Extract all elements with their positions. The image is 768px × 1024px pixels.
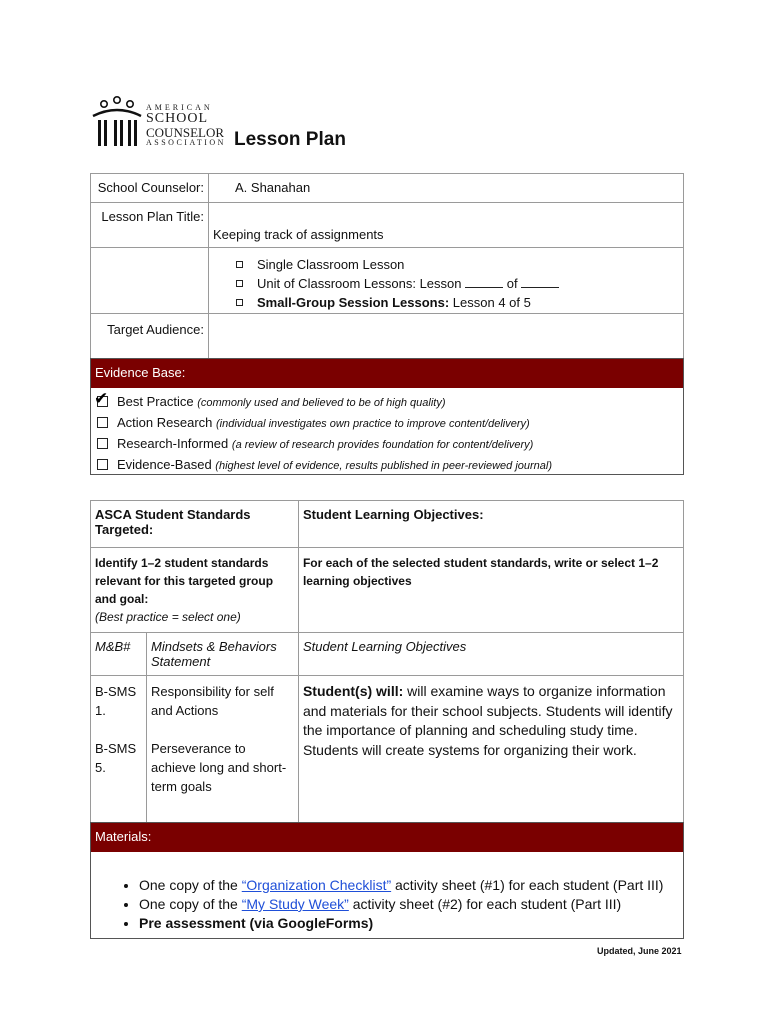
evidence-base-header: Evidence Base:	[91, 359, 683, 388]
evidence-note: (individual investigates own practice to improve content/delivery)	[216, 418, 530, 430]
blank-line	[465, 277, 503, 288]
evidence-note: (highest level of evidence, results published in peer-reviewed journal)	[215, 460, 553, 472]
objectives-instructions: For each of the selected student standards, write or select 1–2 learning objectives	[298, 548, 683, 633]
materials-text: One copy of the	[139, 896, 242, 912]
lesson-info-table	[90, 173, 684, 359]
checkbox-icon	[97, 438, 108, 449]
asca-logo	[90, 96, 230, 152]
checkbox-icon	[236, 299, 243, 306]
evidence-option[interactable]	[94, 389, 683, 413]
target-audience-value	[209, 314, 684, 359]
page-title: Lesson Plan	[234, 129, 346, 150]
materials-item	[139, 876, 683, 895]
logo-wordmark	[146, 104, 226, 147]
standards-table	[90, 500, 684, 838]
materials-header: Materials:	[91, 823, 683, 852]
logo-line: ASSOCIATION	[146, 138, 226, 147]
objective-text: will examine ways to organize information and materials for their school subjects. Students will identify the importance of planning and scheduling study time. Students will create systems for organizing their work.	[302, 683, 673, 758]
of-label: of	[506, 276, 518, 291]
counselor-label: School Counselor:	[91, 174, 209, 203]
blank-line	[521, 277, 559, 288]
standard-statements-cell	[147, 676, 299, 838]
checkbox-icon	[97, 417, 108, 428]
materials-section	[90, 822, 684, 939]
checkbox-icon	[97, 459, 108, 470]
counselor-value: A. Shanahan	[209, 174, 684, 203]
lesson-type-label-cell	[91, 248, 209, 314]
materials-text: activity sheet (#2) for each student (Part III)	[348, 896, 622, 912]
objective-lead: Student(s) will:	[302, 683, 404, 699]
materials-text: Pre assessment (via GoogleForms)	[139, 915, 374, 931]
lesson-type-label: Single Classroom Lesson	[257, 257, 405, 272]
standard-statement: Perseverance to achieve long and short-term goals	[151, 741, 287, 794]
standards-instructions	[91, 548, 299, 633]
col-objectives-header: Student Learning Objectives	[298, 633, 683, 676]
col-statement-header: Mindsets & Behaviors Statement	[147, 633, 299, 676]
standard-code: B-SMS 5.	[95, 741, 137, 775]
my-study-week-link[interactable]: “My Study Week”	[241, 896, 349, 912]
updated-footer: Updated, June 2021	[597, 946, 682, 956]
materials-item	[139, 914, 683, 933]
asca-emblem-icon	[90, 96, 144, 152]
evidence-label: Best Practice	[117, 394, 194, 409]
evidence-label: Evidence-Based	[117, 457, 212, 472]
objectives-header: Student Learning Objectives:	[298, 501, 683, 548]
standards-header: ASCA Student Standards Targeted:	[91, 501, 299, 548]
standard-code: B-SMS 1.	[95, 684, 137, 718]
lesson-type-label: Unit of Classroom Lessons: Lesson	[257, 276, 462, 291]
lesson-type-option[interactable]	[236, 255, 682, 274]
standards-instructions-note: (Best practice = select one)	[95, 610, 241, 624]
lesson-title-label: Lesson Plan Title:	[91, 203, 209, 248]
evidence-option[interactable]	[97, 434, 683, 455]
evidence-label: Action Research	[117, 415, 213, 430]
lesson-type-cell	[209, 248, 684, 314]
evidence-option[interactable]	[97, 413, 683, 434]
standards-instructions-text: Identify 1–2 student standards relevant for this targeted group and goal:	[95, 556, 274, 606]
checkbox-icon	[236, 261, 243, 268]
checkbox-icon	[236, 280, 243, 287]
standard-codes-cell	[91, 676, 147, 838]
lesson-type-detail: Lesson 4 of 5	[452, 295, 531, 310]
lesson-title-value: Keeping track of assignments	[209, 203, 684, 248]
logo-line: AMERICAN	[146, 103, 213, 112]
materials-item	[139, 895, 683, 914]
lesson-type-option[interactable]	[236, 274, 682, 293]
organization-checklist-link[interactable]: “Organization Checklist”	[241, 877, 392, 893]
evidence-note: (commonly used and believed to be of high quality)	[197, 397, 446, 409]
standard-statement: Responsibility for self and Actions	[151, 684, 274, 718]
evidence-label: Research-Informed	[117, 436, 229, 451]
lesson-type-label: Small-Group Session Lessons:	[257, 295, 450, 310]
materials-text: One copy of the	[139, 877, 242, 893]
learning-objectives-cell	[298, 676, 683, 838]
col-code-header: M&B#	[91, 633, 147, 676]
checkbox-icon	[94, 389, 109, 408]
evidence-option[interactable]	[97, 455, 683, 476]
lesson-type-option[interactable]	[236, 293, 682, 312]
evidence-note: (a review of research provides foundation for content/delivery)	[231, 439, 534, 451]
logo-line: COUNSELOR	[146, 125, 225, 140]
checkmark-icon: ✔	[94, 389, 109, 408]
evidence-base-section	[90, 358, 684, 475]
materials-text: activity sheet (#1) for each student (Part III)	[391, 877, 664, 893]
target-audience-label: Target Audience:	[91, 314, 209, 359]
logo-line: SCHOOL	[146, 111, 209, 126]
